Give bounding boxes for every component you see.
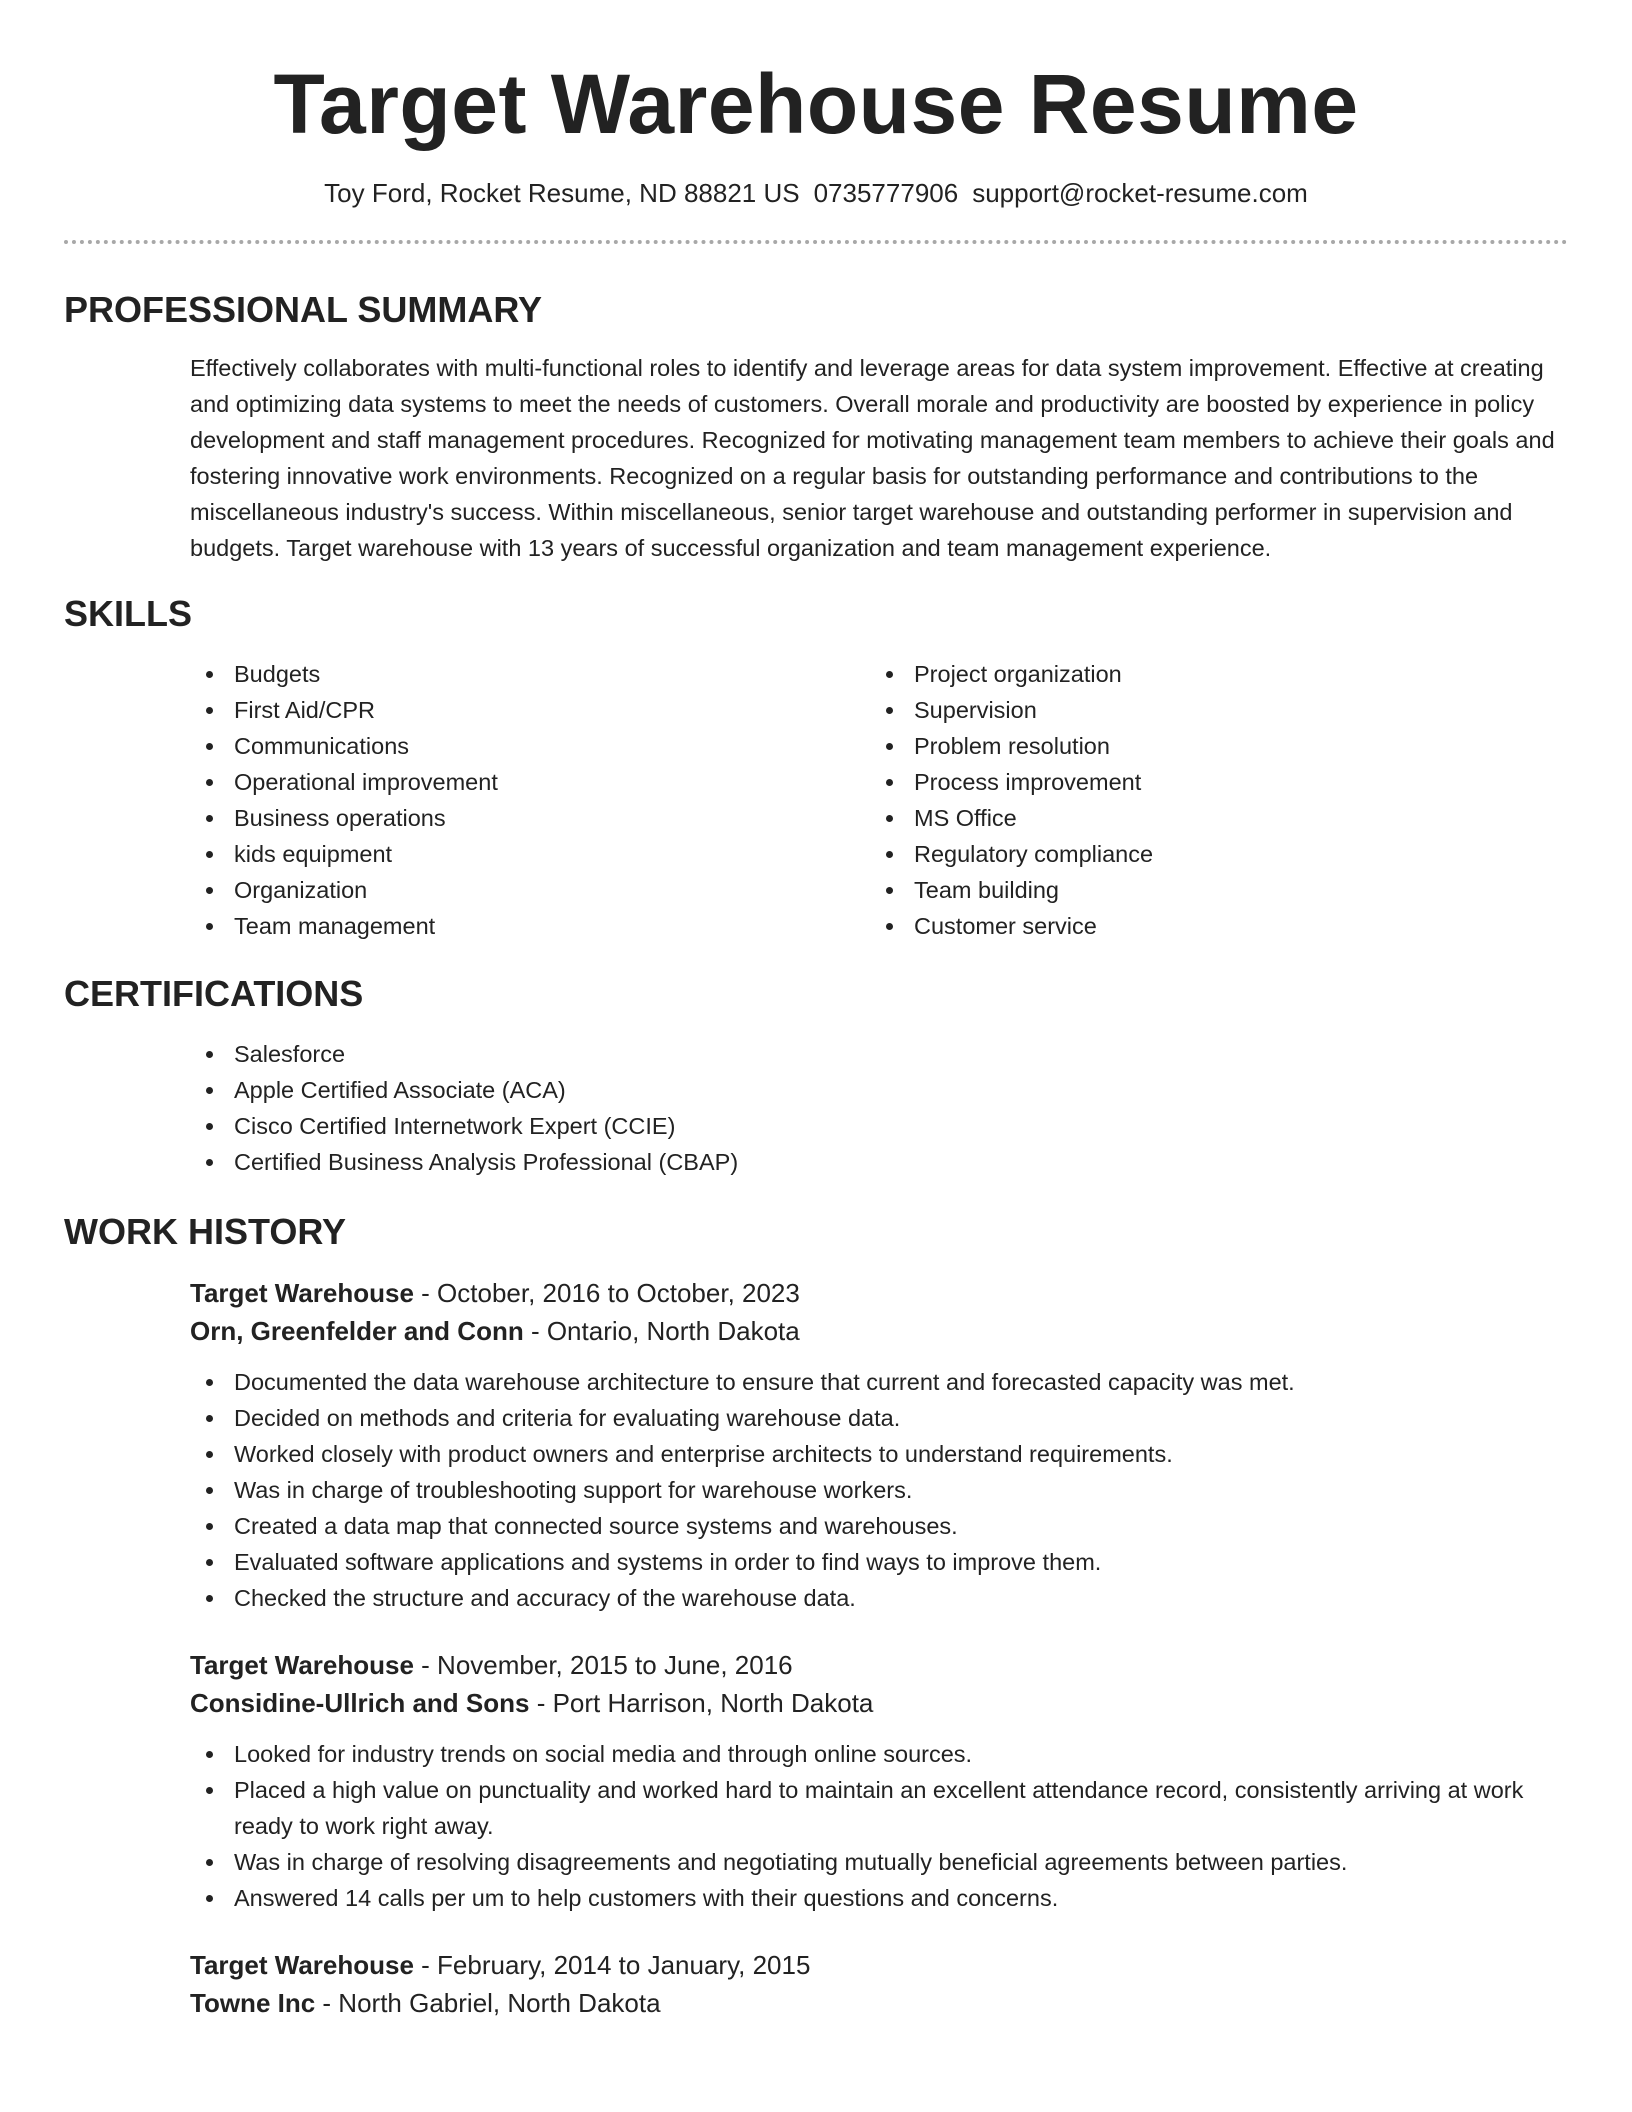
job-entry (190, 1274, 1568, 1616)
skill-item: Process improvement (870, 764, 1550, 800)
job-bullet: Documented the data warehouse architecture to ensure that current and forecasted capacity was met. (190, 1364, 1568, 1400)
job-bullet: Created a data map that connected source systems and warehouses. (190, 1508, 1568, 1544)
skill-item: Team management (190, 908, 870, 944)
skill-item: Business operations (190, 800, 870, 836)
summary-heading: PROFESSIONAL SUMMARY (64, 289, 543, 330)
certifications-heading: CERTIFICATIONS (64, 973, 364, 1014)
job-company: Orn, Greenfelder and Conn (190, 1316, 524, 1346)
job-bullet: Answered 14 calls per um to help customers with their questions and concerns. (190, 1880, 1568, 1916)
skills-left-list (190, 656, 870, 944)
job-bullet: Evaluated software applications and systems in order to find ways to improve them. (190, 1544, 1568, 1580)
job-company-line (190, 1684, 1568, 1722)
job-dates: - November, 2015 to June, 2016 (413, 1650, 793, 1680)
job-role: Target Warehouse (190, 1650, 414, 1680)
certification-item: Cisco Certified Internetwork Expert (CCIE) (190, 1108, 1568, 1144)
job-bullet: Placed a high value on punctuality and worked hard to maintain an excellent attendance record, consistently arriving at work ready to work right away. (190, 1772, 1568, 1844)
job-role: Target Warehouse (190, 1278, 414, 1308)
job-company: Towne Inc (190, 1988, 316, 2018)
job-entry (190, 1946, 1568, 2022)
contact-email: support@rocket-resume.com (972, 178, 1308, 208)
header-divider (64, 240, 1568, 244)
job-location: - Ontario, North Dakota (523, 1316, 800, 1346)
resume-title: Target Warehouse Resume (273, 57, 1359, 151)
job-bullets (190, 1364, 1568, 1616)
skill-item: Communications (190, 728, 870, 764)
contact-phone: 0735777906 (813, 178, 959, 208)
job-title-line (190, 1646, 1568, 1684)
job-company: Considine-Ullrich and Sons (190, 1688, 530, 1718)
job-location: - North Gabriel, North Dakota (315, 1988, 661, 2018)
skill-item: Budgets (190, 656, 870, 692)
resume-page (64, 0, 1568, 2022)
certification-item: Salesforce (190, 1036, 1568, 1072)
skill-item: First Aid/CPR (190, 692, 870, 728)
job-title-line (190, 1274, 1568, 1312)
skills-grid (190, 656, 1568, 944)
certifications-list (190, 1036, 1568, 1180)
skill-item: MS Office (870, 800, 1550, 836)
skill-item: Team building (870, 872, 1550, 908)
job-dates: - October, 2016 to October, 2023 (413, 1278, 800, 1308)
work-history-heading: WORK HISTORY (64, 1211, 347, 1252)
contact-line (64, 176, 1568, 210)
skill-item: Organization (190, 872, 870, 908)
job-bullet: Looked for industry trends on social media and through online sources. (190, 1736, 1568, 1772)
certification-item: Certified Business Analysis Professional (CBAP) (190, 1144, 1568, 1180)
skill-item: Problem resolution (870, 728, 1550, 764)
skill-item: kids equipment (190, 836, 870, 872)
skill-item: Regulatory compliance (870, 836, 1550, 872)
skills-heading: SKILLS (64, 593, 193, 634)
job-dates: - February, 2014 to January, 2015 (413, 1950, 811, 1980)
job-bullets (190, 1736, 1568, 1916)
skill-item: Customer service (870, 908, 1550, 944)
job-company-line (190, 1312, 1568, 1350)
job-bullet: Was in charge of troubleshooting support for warehouse workers. (190, 1472, 1568, 1508)
skill-item: Project organization (870, 656, 1550, 692)
contact-address: Toy Ford, Rocket Resume, ND 88821 US (324, 178, 800, 208)
job-title-line (190, 1946, 1568, 1984)
job-location: - Port Harrison, North Dakota (529, 1688, 874, 1718)
skill-item: Operational improvement (190, 764, 870, 800)
job-bullet: Checked the structure and accuracy of the warehouse data. (190, 1580, 1568, 1616)
job-company-line (190, 1984, 1568, 2022)
job-bullet: Was in charge of resolving disagreements and negotiating mutually beneficial agreements between parties. (190, 1844, 1568, 1880)
skill-item: Supervision (870, 692, 1550, 728)
skills-right-list (870, 656, 1550, 944)
job-bullet: Worked closely with product owners and enterprise architects to understand requirements. (190, 1436, 1568, 1472)
job-entry (190, 1646, 1568, 1916)
job-bullet: Decided on methods and criteria for evaluating warehouse data. (190, 1400, 1568, 1436)
job-role: Target Warehouse (190, 1950, 414, 1980)
certification-item: Apple Certified Associate (ACA) (190, 1072, 1568, 1108)
summary-text: Effectively collaborates with multi-functional roles to identify and leverage areas for data system improvement. Effective at creating and optimizing data systems to meet the needs of customers. Overall morale and productivity are boosted by experience in policy development and staff management procedures. Recognized for motivating management team members to achieve their goals and fostering innovative work environments. Recognized on a regular basis for outstanding performance and contributions to the miscellaneous industry's success. Within miscellaneous, senior target warehouse and outstanding performer in supervision and budgets. Target warehouse with 13 years of successful organization and team management experience. (190, 355, 1555, 561)
